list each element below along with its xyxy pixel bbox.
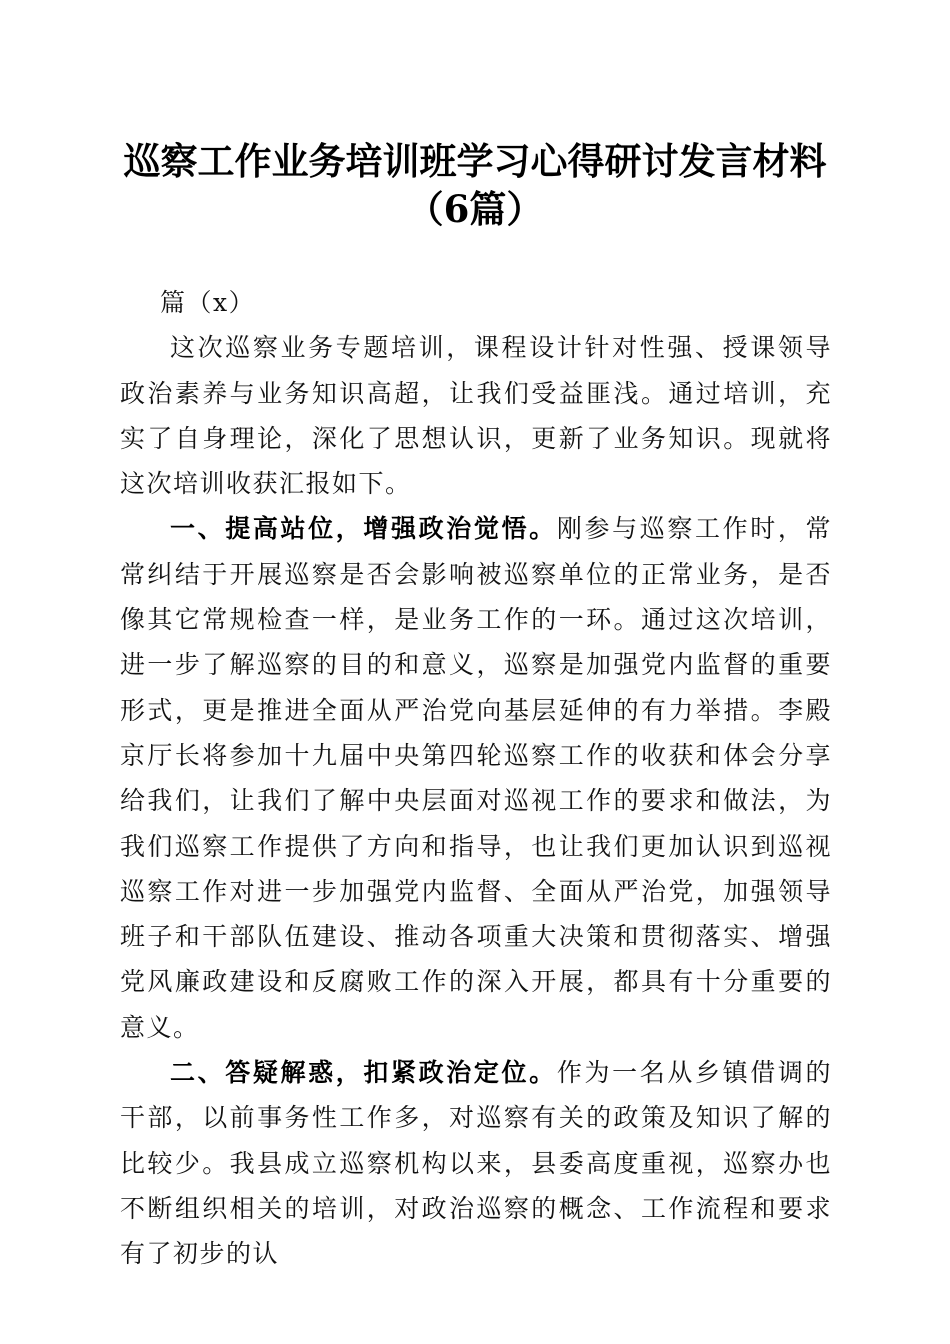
paragraph-text: 刚参与巡察工作时，常常纠结于开展巡察是否会影响被巡察单位的正常业务，是否像其它常规检查一样，是业务工作的一环。通过这次培训，进一步了解巡察的目的和意义，巡察是加强党内监督的重要形式，更是推进全面从严治党向基层延伸的有力举措。李殿京厅长将参加十九届中央第四轮巡察工作的收获和体会分享给我们，让我们了解中央层面对巡视工作的要求和做法，为我们巡察工作提供了方向和指导，也让我们更加认识到巡视巡察工作对进一步加强党内监督、全面从严治党，加强领导班子和干部队伍建设、推动各项重大决策和贯彻落实、增强党风廉政建设和反腐败工作的深入开展，都具有十分重要的意义。: [120, 514, 832, 1042]
paragraph-section-1: [120, 506, 832, 1050]
paragraph-section-2: [120, 1050, 832, 1276]
paragraph-intro: [120, 325, 832, 506]
paragraph-text: 作为一名从乡镇借调的干部，以前事务性工作多，对巡察有关的政策及知识了解的比较少。我县成立巡察机构以来，县委高度重视，巡察办也不断组织相关的培训，对政治巡察的概念、工作流程和要求有了初步的认: [120, 1058, 832, 1269]
document-title: 巡察工作业务培训班学习心得研讨发言材料: [123, 139, 827, 183]
section-heading: 二、答疑解惑，扣紧政治定位。: [170, 1058, 557, 1088]
section-marker: 篇（x）: [160, 288, 256, 317]
document-body: [120, 280, 832, 1277]
paragraph-text: 这次巡察业务专题培训，课程设计针对性强、授课领导政治素养与业务知识高超，让我们受益匪浅。通过培训，充实了自身理论，深化了思想认识，更新了业务知识。现就将这次培训收获汇报如下。: [120, 333, 832, 499]
section-heading: 一、提高站位，增强政治觉悟。: [170, 514, 557, 544]
document-title-count: （6篇）: [406, 187, 544, 231]
